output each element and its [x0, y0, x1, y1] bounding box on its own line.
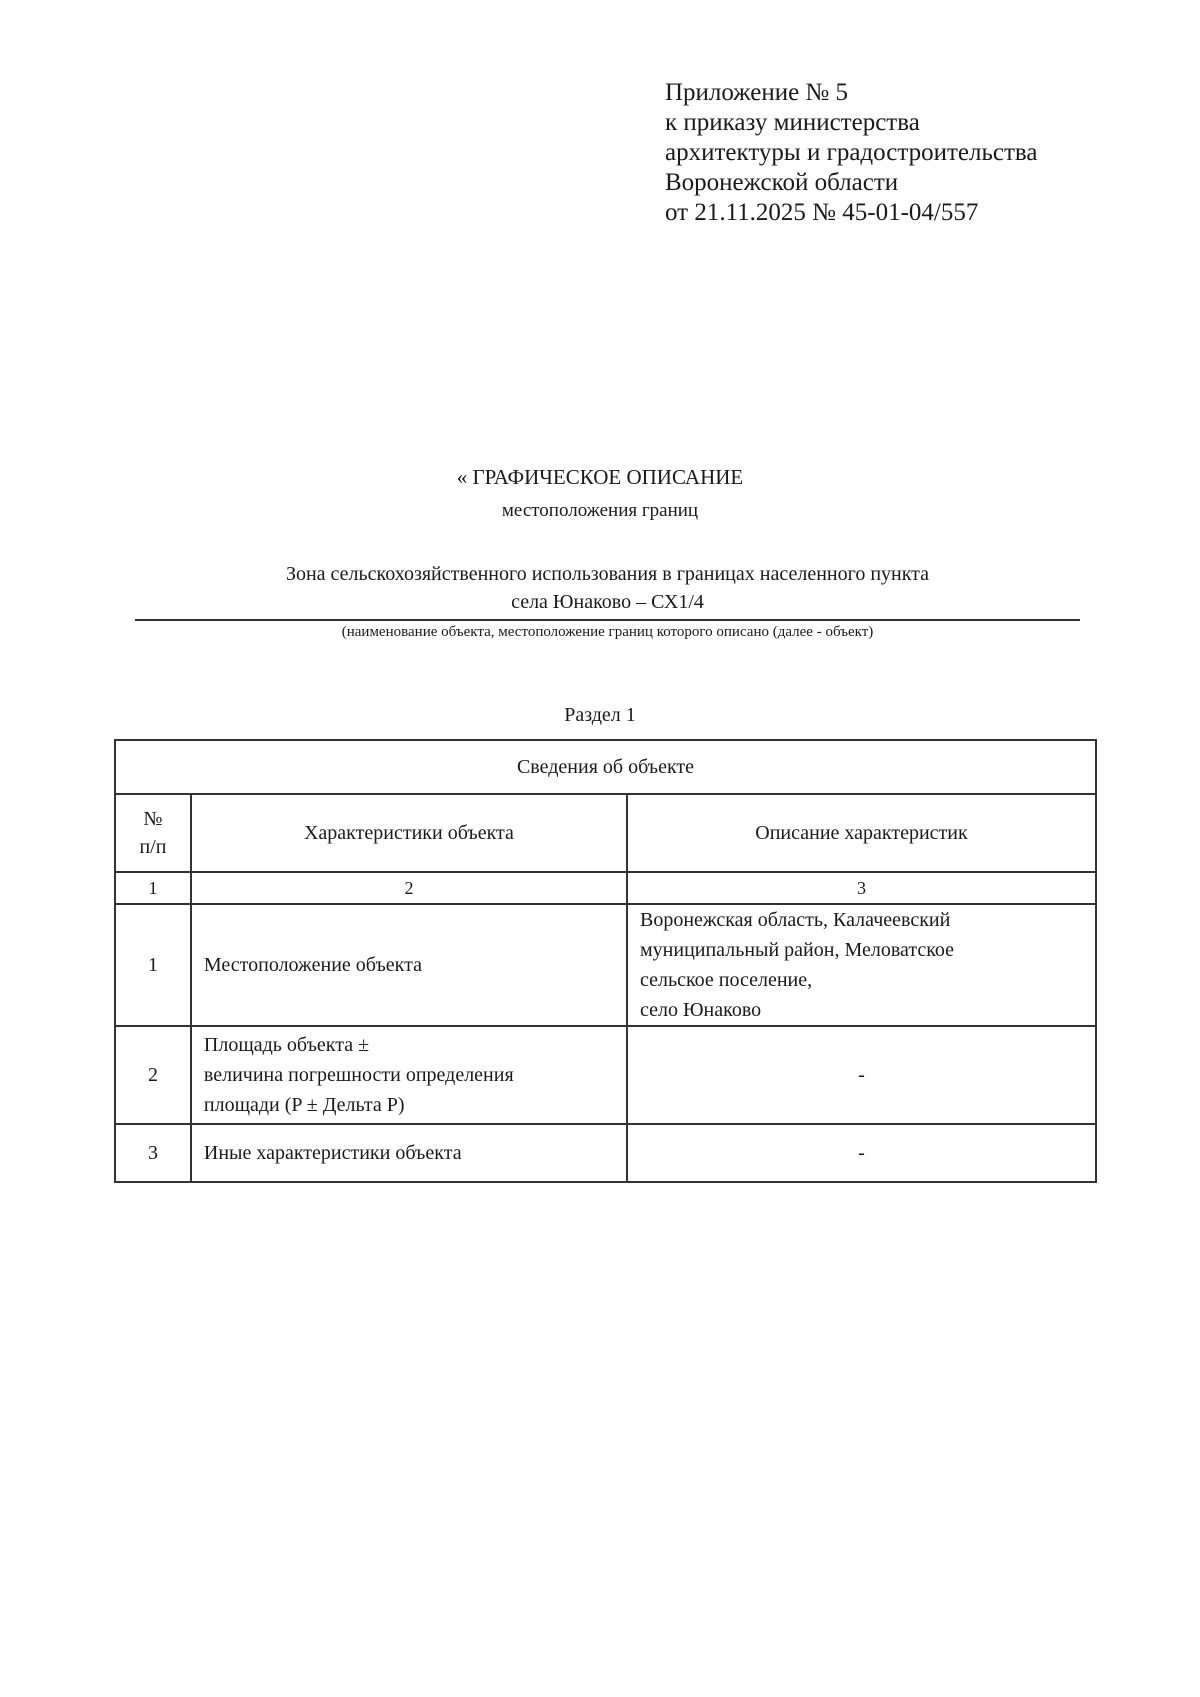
row-description: - [627, 1026, 1096, 1124]
underline-divider [135, 619, 1080, 621]
table-row [115, 1026, 1096, 1124]
header-num [115, 794, 191, 872]
document-title: « ГРАФИЧЕСКОЕ ОПИСАНИЕ [456, 465, 744, 489]
object-name-caption: (наименование объекта, местоположение границ которого описано (далее - объект) [341, 624, 874, 640]
appendix-header [665, 78, 1037, 228]
column-index: 3 [627, 872, 1096, 904]
appendix-line: от 21.11.2025 № 45-01-04/557 [665, 199, 979, 226]
header-num-line: п/п [139, 836, 167, 858]
object-name-line: Зона сельскохозяйственного использования в границах населенного пункта [285, 563, 930, 585]
table-row [115, 1124, 1096, 1182]
appendix-line: Воронежской области [665, 169, 899, 196]
header-num-line: № [143, 808, 163, 830]
object-name-line: села Юнаково – СХ1/4 [511, 591, 704, 613]
column-index: 1 [115, 872, 191, 904]
row-characteristic: Местоположение объекта [191, 904, 627, 1026]
appendix-line: архитектуры и градостроительства [665, 139, 1038, 166]
column-index-row [115, 872, 1096, 904]
table-title: Сведения об объекте [115, 740, 1096, 794]
row-description: - [627, 1124, 1096, 1182]
row-characteristic: Иные характеристики объекта [191, 1124, 627, 1182]
appendix-line: Приложение № 5 [665, 79, 849, 106]
row-number: 3 [115, 1124, 191, 1182]
appendix-line: к приказу министерства [665, 109, 920, 136]
description-line: село Юнаково [640, 999, 762, 1021]
document-subtitle: местоположения границ [501, 500, 699, 521]
row-characteristic [191, 1026, 627, 1124]
description-line: муниципальный район, Меловатское [640, 939, 955, 961]
table-row [115, 904, 1096, 1026]
characteristic-line: площади (P ± Дельта P) [203, 1094, 405, 1116]
description-line: Воронежская область, Калачеевский [640, 909, 951, 931]
header-description: Описание характеристик [627, 794, 1096, 872]
description-line: сельское поселение, [640, 969, 813, 991]
column-index: 2 [191, 872, 627, 904]
table-title-row [115, 740, 1096, 794]
row-number: 2 [115, 1026, 191, 1124]
table-header-row [115, 794, 1096, 872]
row-number: 1 [115, 904, 191, 1026]
header-characteristics: Характеристики объекта [191, 794, 627, 872]
characteristic-line: величина погрешности определения [203, 1064, 514, 1086]
characteristic-line: Площадь объекта ± [203, 1034, 370, 1056]
object-name [135, 560, 1080, 616]
section-label: Раздел 1 [564, 704, 636, 726]
object-info-table [114, 739, 1097, 1183]
row-description [627, 904, 1096, 1026]
